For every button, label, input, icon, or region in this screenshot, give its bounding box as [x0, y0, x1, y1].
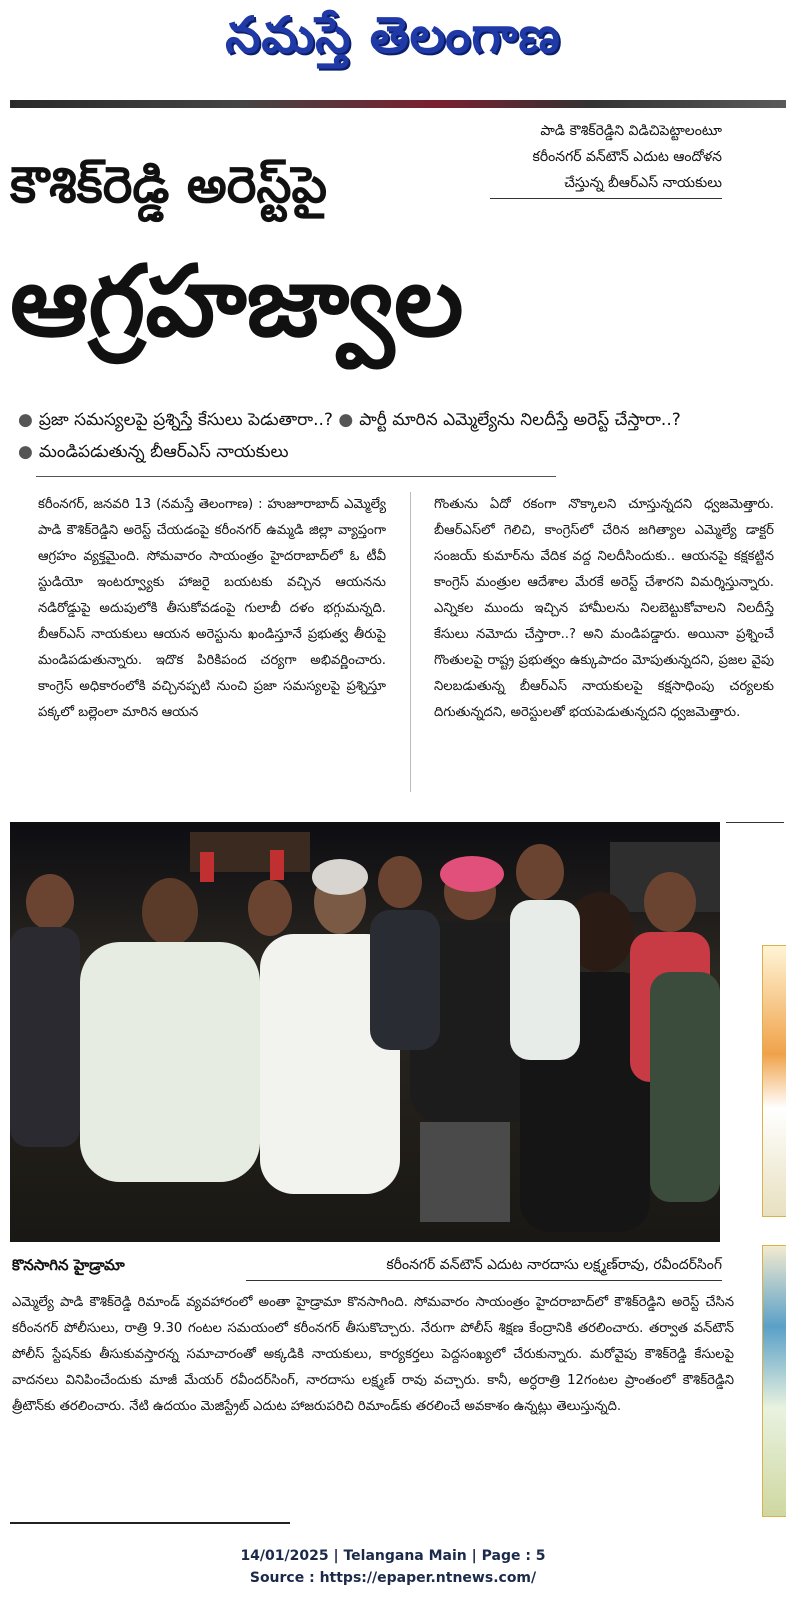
- side-rule: [726, 822, 784, 823]
- bottom-rule: [10, 1522, 290, 1524]
- subhead-bullet: పార్టీ మారిన ఎమ్మెల్యేను నిలదీస్తే అరెస్ట్ చేస్తారా..?: [359, 410, 681, 430]
- section-heading: కొనసాగిన హైడ్రామా: [12, 1256, 125, 1274]
- column-divider: [410, 492, 411, 792]
- headline-line-1: కౌశిక్‌రెడ్డి అరెస్ట్‌పై: [10, 156, 328, 214]
- side-advertisement[interactable]: [762, 1245, 786, 1517]
- crowd-photo-illustration: [10, 822, 720, 1242]
- subhead-rule: [36, 476, 556, 477]
- article-column-2: గొంతును ఏదో రకంగా నొక్కాలని చూస్తున్నదని ధ్వజమెత్తారు. బీఆర్‌ఎస్‌లో గెలిచి, కాంగ్రెస్‌లో చేరిన జగిత్యాల ఎమ్మెల్యే డాక్టర్ సంజయ్ కుమార్‌ను వేదిక వద్ద నిలదీసిందుకు.. ఆయనపై కక్షకట్టిన కాంగ్రెస్ మంత్రుల ఆదేశాల మేరకే అరెస్ట్ చేశారని విమర్శిస్తున్నారు. ఎన్నికల ముందు ఇచ్చిన హామీలను నిలబెట్టుకోవాలని నిలదీస్తే కేసులు నమోదు చేస్తారా..? అని మండిపడ్డారు. అయినా ప్రశ్నించే గొంతులపై రాష్ట్ర ప్రభుత్వం ఉక్కుపాదం మోపుతున్నదని, ప్రజల వైపు నిలబడుతున్న బీఆర్‌ఎస్ నాయకులపై కక్షసాధింపు చర్యలకు దిగుతున్నదని, అరెస్టులతో భయపెడుతున్నదని ధ్వజమెత్తారు.: [434, 497, 774, 720]
- side-advertisement[interactable]: [762, 945, 786, 1217]
- subhead: [18, 404, 778, 468]
- article-column-1: కరీంనగర్, జనవరి 13 (నమస్తే తెలంగాణ) : హుజూరాబాద్ ఎమ్మెల్యే పాడి కౌశిక్‌రెడ్డిని అరెస్ట్ చేయడంపై కరీంనగర్ ఉమ్మడి జిల్లా వ్యాప్తంగా ఆగ్రహం వ్యక్తమైంది. సోమవారం సాయంత్రం హైదరాబాద్‌లో ఓ టీవీ స్టుడియో ఇంటర్వ్యూకు హాజరై బయటకు వచ్చిన ఆయనను నడిరోడ్డుపై అదుపులోకి తీసుకోవడంపై గులాబీ దళం భగ్గుమన్నది. బీఆర్‌ఎస్ నాయకులు ఆయన అరెస్టును ఖండిస్తూనే ప్రభుత్వ తీరుపై మండిపడుతున్నారు. ఇదొక పిరికిపంద చర్యగా అభివర్ణించారు. కాంగ్రెస్ అధికారంలోకి వచ్చినప్పటి నుంచి ప్రజా సమస్యలపై ప్రశ్నిస్తూ పక్కలో బల్లెంలా మారిన ఆయన: [38, 497, 386, 720]
- masthead-rule: [10, 100, 786, 108]
- newspaper-title: నమస్తే తెలంగాణ: [225, 6, 561, 64]
- news-photo: [10, 822, 720, 1242]
- footer-source-link[interactable]: Source : https://epaper.ntnews.com/: [249, 1570, 537, 1586]
- footer-date-page: 14/01/2025 | Telangana Main | Page : 5: [240, 1548, 546, 1564]
- masthead: [0, 0, 786, 100]
- bullet-icon: ●: [338, 410, 354, 430]
- page-footer: [0, 1545, 786, 1589]
- subhead-bullet: మండిపడుతున్న బీఆర్‌ఎస్ నాయకులు: [38, 442, 289, 462]
- headline-line-2: ఆగ్రహజ్వాల: [10, 245, 464, 359]
- bullet-icon: ●: [18, 410, 33, 430]
- top-photo-caption: పాడి కౌశిక్‌రెడ్డిని విడిచిపెట్టాలంటూ కరీంనగర్ వన్‌టౌన్ ఎదుట ఆందోళన చేస్తున్న బీఆర్‌ఎస్ నాయకులు: [490, 118, 722, 199]
- subhead-bullet: ప్రజా సమస్యలపై ప్రశ్నిస్తే కేసులు పెడుతారా..?: [38, 410, 333, 430]
- section-body: ఎమ్మెల్యే పాడి కౌశిక్‌రెడ్డి రిమాండ్ వ్యవహారంలో అంతా హైడ్రామా కొనసాగింది. సోమవారం సాయంత్రం హైదరాబాద్‌లో కౌశిక్‌రెడ్డిని అరెస్ట్ చేసిన కరీంనగర్ పోలీసులు, రాత్రి 9.30 గంటల సమయంలో కరీంనగర్ తీసుకొచ్చారు. నేరుగా పోలీస్ శిక్షణ కేంద్రానికి తరలించారు. తర్వాత వన్‌టౌన్ పోలీస్ స్టేషన్‌కు తీసుకువస్తారన్న సమాచారంతో అక్కడికి నాయకులు, కార్యకర్తలు పెద్దసంఖ్యలో చేరుకున్నారు. మరోవైపు కౌశిక్‌రెడ్డి కేసులపై వాదనలు వినిపించేందుకు మాజీ మేయర్ రవీందర్‌సింగ్, నారదాసు లక్ష్మణ్ రావు వచ్చారు. కానీ, అర్ధరాత్రి 12గంటల ప్రాంతంలో కౌశిక్‌రెడ్డిని త్రీటౌన్‌కు తరలించారు. నేటి ఉదయం మెజిస్ట్రేట్ ఎదుట హాజరుపరిచి రిమాండ్‌కు తరలించే అవకాశం ఉన్నట్లు తెలుస్తున్నది.: [12, 1295, 734, 1414]
- photo-caption: కరీంనగర్ వన్‌టౌన్ ఎదుట నారదాసు లక్ష్మణ్‌రావు, రవీందర్‌సింగ్: [246, 1252, 722, 1281]
- bullet-icon: ●: [18, 442, 33, 462]
